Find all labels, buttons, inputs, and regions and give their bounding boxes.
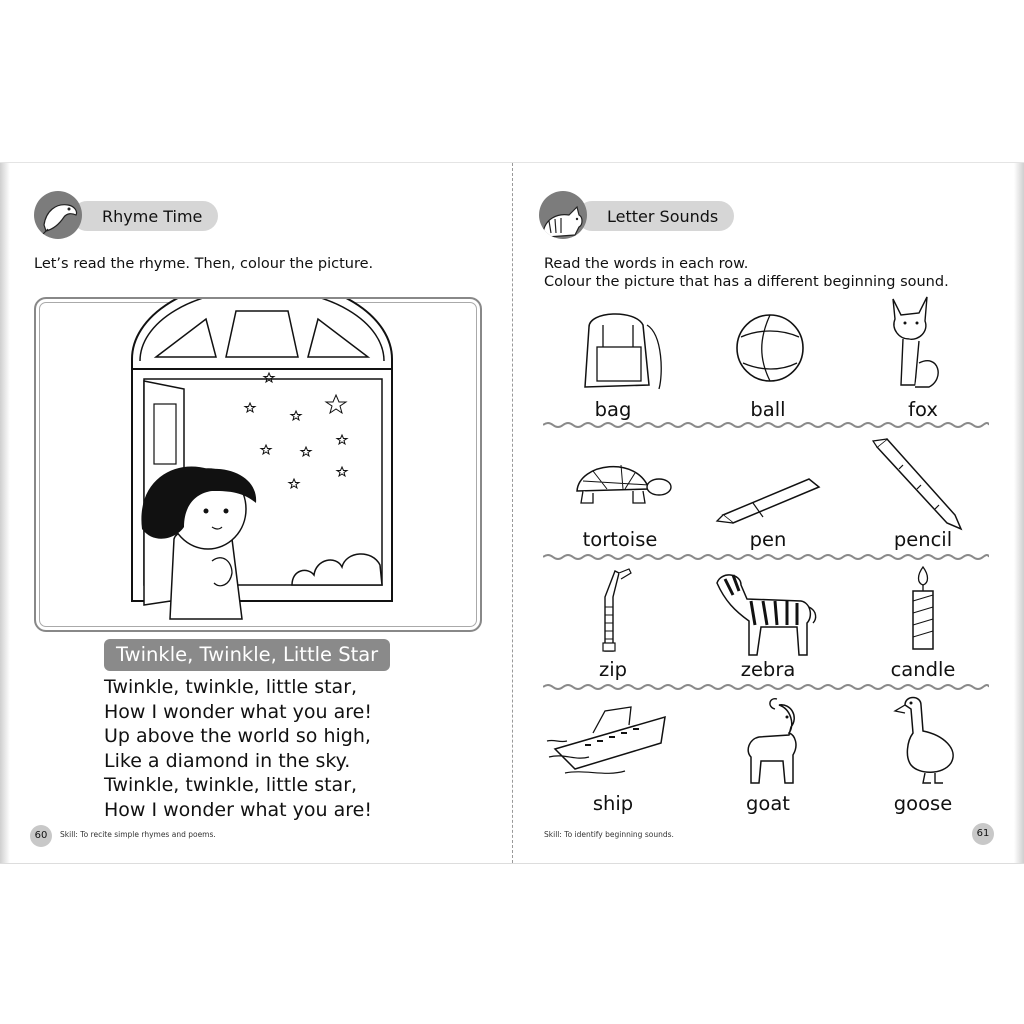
bag-picture [575,305,669,393]
row-divider [543,421,989,429]
rhyme-text [104,675,372,823]
rhyme-line: Twinkle, twinkle, little star, [104,676,358,698]
left-heading [72,201,218,231]
zip-picture [595,567,639,653]
word-fox: fox [908,398,938,421]
word-bag: bag [594,398,632,421]
rhyme-line: Like a diamond in the sky. [104,749,351,772]
word-candle: candle [890,658,956,681]
word-goat: goat [746,792,790,815]
ship-picture [545,703,677,783]
dolphin-icon [34,191,82,239]
rhyme-line: Twinkle, twinkle, little star, [104,774,358,797]
row-divider [543,553,989,561]
goat-picture [739,695,813,787]
rhyme-picture [34,297,482,632]
pencil-picture [869,435,969,531]
skill-note-right: Skill: To identify beginning sounds. [544,830,674,839]
fox-picture [879,293,947,393]
right-heading-label: Letter Sounds [607,206,719,226]
word-goose: goose [893,792,953,815]
book-spread [0,162,1024,863]
rhyme-line: How I wonder what you are! [104,798,372,821]
page-number-left: 60 [30,825,52,847]
pen-picture [713,471,827,525]
row-divider [543,683,989,691]
word-pen: pen [749,528,787,551]
left-heading-label: Rhyme Time [102,206,203,226]
skill-note-left: Skill: To recite simple rhymes and poems. [60,830,216,839]
word-zebra: zebra [740,658,796,681]
page-number-right: 61 [972,823,994,845]
rhyme-title: Twinkle, Twinkle, Little Star [104,639,390,671]
cat-icon [539,191,587,239]
right-page [513,163,1024,863]
right-heading [577,201,734,231]
word-ship: ship [592,792,634,815]
word-tortoise: tortoise [582,528,658,551]
right-instruction-1: Read the words in each row. [544,256,749,272]
candle-picture [907,565,939,653]
ball-picture [731,309,809,387]
rhyme-line: Up above the world so high, [104,725,371,748]
tortoise-picture [563,451,675,509]
zebra-picture [711,567,819,659]
goose-picture [889,691,963,787]
rhyme-line: How I wonder what you are! [104,700,372,723]
word-pencil: pencil [893,528,953,551]
right-instruction-2: Colour the picture that has a different beginning sound. [544,274,949,290]
word-ball: ball [750,398,786,421]
left-instruction: Let’s read the rhyme. Then, colour the picture. [34,256,374,272]
word-zip: zip [598,658,628,681]
left-page [0,163,512,863]
